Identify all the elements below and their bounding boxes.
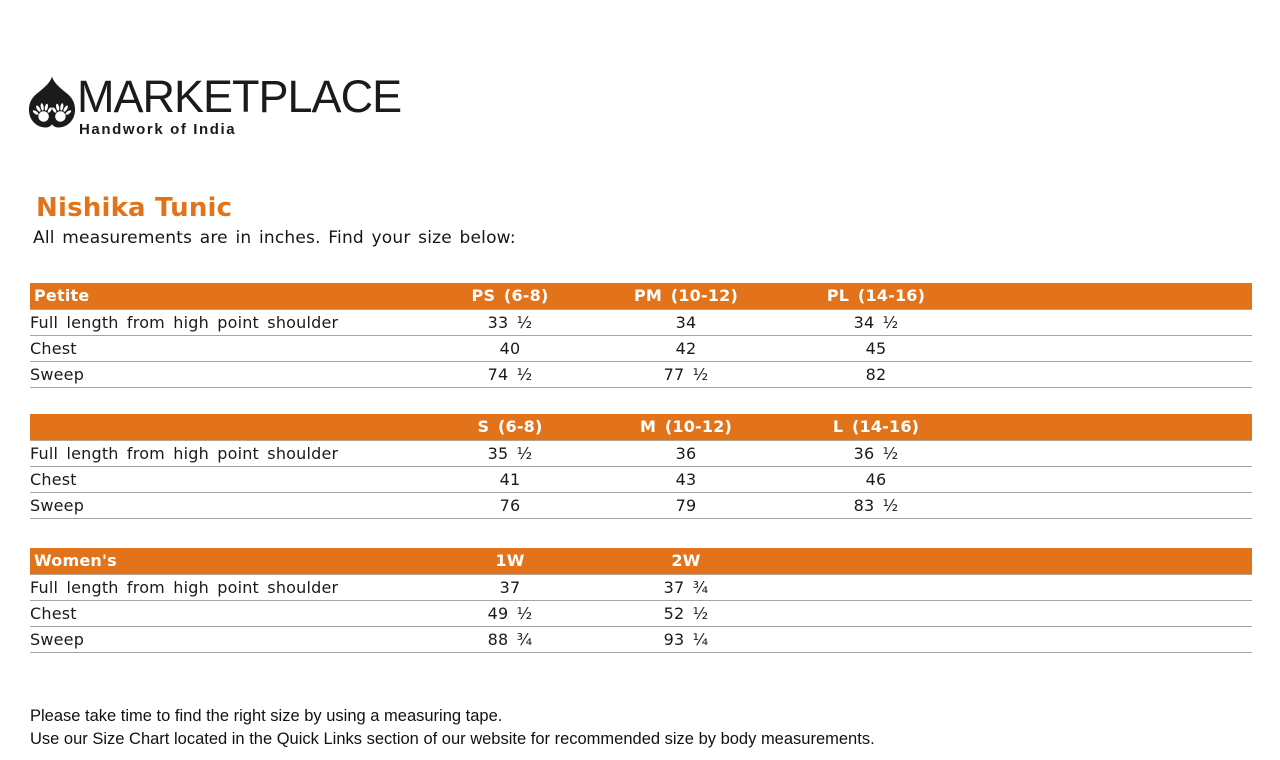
petite-size-table	[30, 283, 1252, 388]
footer-note-measuring-tape: Please take time to find the right size by using a measuring tape.	[30, 707, 503, 725]
measurement-label: Chest	[30, 335, 420, 361]
measurement-value: 74 ½	[420, 361, 600, 387]
size-column-header: 2W	[600, 548, 772, 574]
size-column-header: PM (10-12)	[600, 283, 772, 309]
measurement-label: Sweep	[30, 361, 420, 387]
measurement-value: 93 ¼	[600, 626, 772, 652]
measurement-row	[30, 626, 1252, 652]
measurement-value: 42	[600, 335, 772, 361]
measurement-value: 45	[772, 335, 980, 361]
measurement-value: 40	[420, 335, 600, 361]
measurement-value-spacer	[980, 626, 1252, 652]
womens-size-table	[30, 548, 1252, 653]
measurement-value: 52 ½	[600, 600, 772, 626]
measurement-row	[30, 309, 1252, 335]
size-column-header: M (10-12)	[600, 414, 772, 440]
measurement-value	[772, 626, 980, 652]
measurement-value: 49 ½	[420, 600, 600, 626]
measurement-value: 77 ½	[600, 361, 772, 387]
brand-tagline: Handwork of India	[79, 121, 237, 138]
footer-note-size-chart: Use our Size Chart located in the Quick Links section of our website for recommended size by body measurements.	[30, 730, 875, 748]
measurement-value-spacer	[980, 335, 1252, 361]
measurement-value: 76	[420, 492, 600, 518]
missy-size-table	[30, 414, 1252, 519]
measurement-value-spacer	[980, 600, 1252, 626]
measurement-value-spacer	[980, 309, 1252, 335]
measurement-value: 35 ½	[420, 440, 600, 466]
measurement-label: Full length from high point shoulder	[30, 309, 420, 335]
measurement-label: Full length from high point shoulder	[30, 574, 420, 600]
measurement-row	[30, 440, 1252, 466]
size-column-header-spacer	[980, 414, 1252, 440]
size-column-header: 1W	[420, 548, 600, 574]
measurement-value: 46	[772, 466, 980, 492]
measurement-value-spacer	[980, 440, 1252, 466]
marketplace-leaf-hands-icon	[28, 76, 76, 129]
measurement-value: 34	[600, 309, 772, 335]
size-column-header: PL (14-16)	[772, 283, 980, 309]
measurement-value: 79	[600, 492, 772, 518]
measurement-row	[30, 335, 1252, 361]
measurement-value: 37	[420, 574, 600, 600]
brand-name: MARKETPLACE	[77, 71, 402, 122]
measurement-value: 34 ½	[772, 309, 980, 335]
measurement-row	[30, 361, 1252, 387]
measurement-value-spacer	[980, 574, 1252, 600]
measurement-row	[30, 600, 1252, 626]
measurement-value-spacer	[980, 466, 1252, 492]
measurement-value: 43	[600, 466, 772, 492]
footer-notes	[30, 705, 875, 751]
measurement-label: Chest	[30, 466, 420, 492]
measurement-row	[30, 492, 1252, 518]
brand-logo-text	[77, 71, 402, 138]
measurement-value	[772, 574, 980, 600]
measurement-value: 82	[772, 361, 980, 387]
measurement-value: 33 ½	[420, 309, 600, 335]
size-table-header-row	[30, 548, 1252, 574]
size-group-header: Petite	[30, 283, 420, 309]
measurement-row	[30, 466, 1252, 492]
size-column-header	[772, 548, 980, 574]
size-column-header: S (6-8)	[420, 414, 600, 440]
measurement-label: Full length from high point shoulder	[30, 440, 420, 466]
measurement-row	[30, 574, 1252, 600]
size-group-header: Women's	[30, 548, 420, 574]
size-group-header	[30, 414, 420, 440]
measurement-value: 37 ¾	[600, 574, 772, 600]
size-table-header-row	[30, 283, 1252, 309]
product-title: Nishika Tunic	[36, 193, 233, 223]
measurement-value: 88 ¾	[420, 626, 600, 652]
size-column-header-spacer	[980, 548, 1252, 574]
size-table-header-row	[30, 414, 1252, 440]
measurements-subtitle: All measurements are in inches. Find your size below:	[33, 228, 516, 248]
size-column-header: PS (6-8)	[420, 283, 600, 309]
size-column-header: L (14-16)	[772, 414, 980, 440]
measurement-label: Chest	[30, 600, 420, 626]
measurement-value	[772, 600, 980, 626]
measurement-value: 83 ½	[772, 492, 980, 518]
measurement-value: 36	[600, 440, 772, 466]
measurement-label: Sweep	[30, 492, 420, 518]
measurement-value: 36 ½	[772, 440, 980, 466]
measurement-value: 41	[420, 466, 600, 492]
measurement-value-spacer	[980, 361, 1252, 387]
brand-logo	[28, 71, 402, 138]
size-column-header-spacer	[980, 283, 1252, 309]
measurement-value-spacer	[980, 492, 1252, 518]
measurement-label: Sweep	[30, 626, 420, 652]
